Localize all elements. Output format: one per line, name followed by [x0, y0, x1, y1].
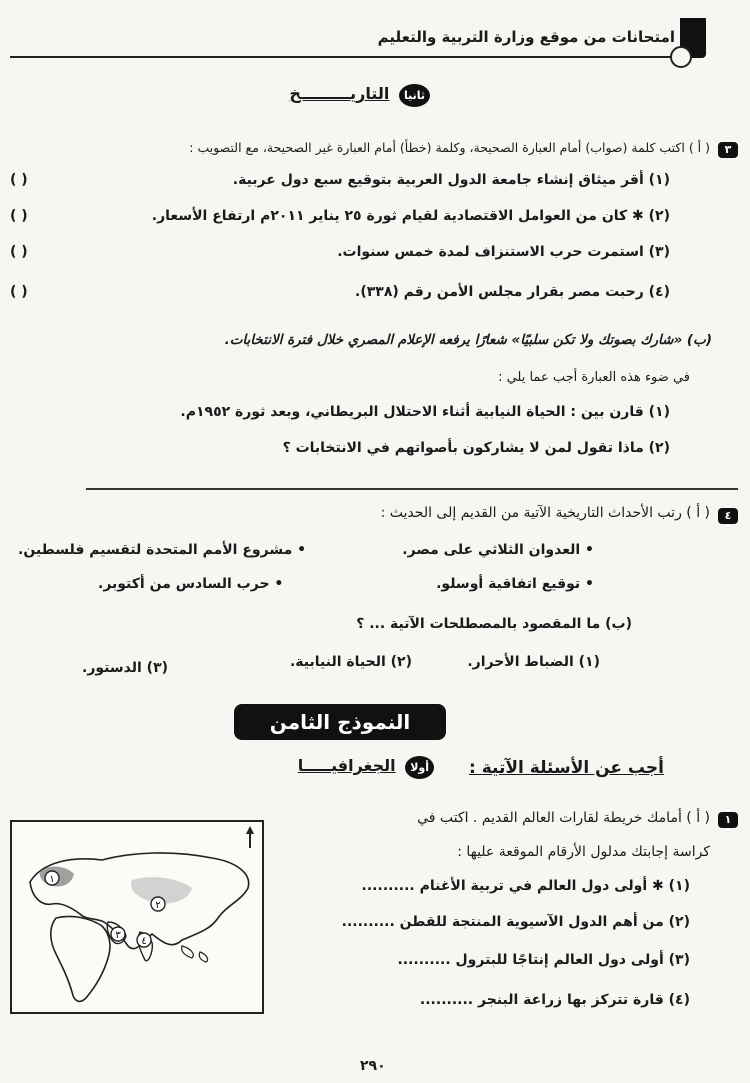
page-number: ٢٩٠	[360, 1058, 386, 1074]
q4-event-1: • العدوان الثلاثي على مصر.	[402, 542, 594, 558]
q3-prompt: ( أ ) اكتب كلمة (صواب) أمام العبارة الصحيحة، وكلمة (خطأ) أمام العبارة غير الصحيحة، مع التصويب :	[189, 140, 710, 155]
q4-event-4: • حرب السادس من أكتوبر.	[98, 576, 284, 592]
section-divider	[86, 488, 738, 490]
history-title: التاريـــــــــخ	[289, 84, 390, 103]
page-header	[0, 18, 750, 60]
svg-text:٢: ٢	[155, 900, 161, 911]
q4-event-2: • مشروع الأمم المتحدة لتقسيم فلسطين.	[18, 542, 307, 558]
svg-text:٤: ٤	[141, 936, 147, 947]
svg-text:٣: ٣	[115, 930, 121, 941]
geography-badge: أولا	[405, 756, 434, 779]
q4-term-2: (٢) الحياة النيابية.	[289, 654, 412, 670]
q3-part-b-item-2: (٢) ماذا تقول لمن لا يشاركون بأصواتهم في الانتخابات ؟	[282, 440, 670, 456]
model-instruction: أجب عن الأسئلة الآتية :	[469, 758, 664, 778]
geo-q1-item-1: (١) ✱ أولى دول العالم في تربية الأغنام ..........	[361, 878, 690, 894]
header-rule	[10, 56, 690, 58]
q3-item-1: (١) أقر ميثاق إنشاء جامعة الدول العربية بتوقيع سبع دول عربية.	[232, 172, 670, 188]
map-marker-1	[45, 871, 59, 885]
map-marker-4	[137, 933, 151, 947]
q4-part-b: (ب) ما المقصود بالمصطلحات الآتية ... ؟	[356, 616, 632, 632]
q3-part-b-item-1: (١) قارن بين : الحياة النيابية أثناء الاحتلال البريطاني، وبعد ثورة ١٩٥٢م.	[180, 404, 670, 420]
geo-q1-prompt-line1: ( أ ) أمامك خريطة لقارات العالم القديم . اكتب في	[417, 810, 710, 826]
q3-item-2: (٢) ✱ كان من العوامل الاقتصادية لقيام ثورة ٢٥ يناير ٢٠١١م ارتفاع الأسعار.	[151, 208, 670, 224]
q3-answer-bracket-3: ( )	[10, 244, 28, 260]
q3-answer-bracket-2: ( )	[10, 208, 28, 224]
africa-landmass	[51, 916, 110, 1001]
q4-prompt: ( أ ) رتب الأحداث التاريخية الآتية من القديم إلى الحديث :	[380, 505, 710, 521]
geography-title: الجغرافيـــــا	[297, 756, 396, 775]
q3-part-b-intro: في ضوء هذه العبارة أجب عما يلي :	[498, 370, 690, 385]
north-arrow-icon	[246, 826, 254, 848]
q3-item-4: (٤) رحبت مصر بقرار مجلس الأمن رقم (٣٣٨).	[355, 284, 670, 300]
header-title: امتحانات من موقع وزارة التربية والتعليم	[377, 28, 675, 46]
geo-q1-prompt-line2: كراسة إجابتك مدلول الأرقام الموقعة عليها :	[457, 844, 710, 860]
model-banner: النموذج الثامن	[234, 704, 446, 740]
q3-part-b: (ب) «شارك بصوتك ولا تكن سلبيًا» شعارًا يرفعه الإعلام المصري خلال فترة الانتخابات.	[224, 332, 712, 348]
old-world-map	[10, 820, 264, 1014]
question-number-1: ١	[718, 812, 738, 828]
geography-section-title	[298, 756, 434, 779]
question-number-4: ٤	[718, 508, 738, 524]
q4-event-3: • توقيع اتفاقية أوسلو.	[436, 576, 594, 592]
q3-answer-bracket-4: ( )	[10, 284, 28, 300]
history-badge: ثانيا	[399, 84, 430, 107]
question-number-3: ٣	[718, 142, 738, 158]
history-section-title	[289, 84, 430, 107]
header-circle-mark	[670, 46, 692, 68]
q4-term-1: (١) الضباط الأحرار.	[467, 654, 600, 670]
geo-q1-item-4: (٤) قارة تتركز بها زراعة البنجر ..........	[419, 992, 690, 1008]
svg-text:١: ١	[49, 874, 55, 885]
q3-answer-bracket-1: ( )	[10, 172, 28, 188]
islands-landmass	[182, 946, 208, 962]
geo-q1-item-2: (٢) من أهم الدول الآسيوية المنتجة للقطن ..........	[341, 914, 690, 930]
map-drawing	[12, 822, 262, 1012]
q3-item-3: (٣) استمرت حرب الاستنزاف لمدة خمس سنوات.	[337, 244, 670, 260]
map-marker-3	[111, 927, 125, 941]
q4-term-3: (٣) الدستور.	[82, 660, 169, 676]
geo-q1-item-3: (٣) أولى دول العالم إنتاجًا للبترول ..........	[397, 952, 690, 968]
map-marker-2	[151, 897, 165, 911]
